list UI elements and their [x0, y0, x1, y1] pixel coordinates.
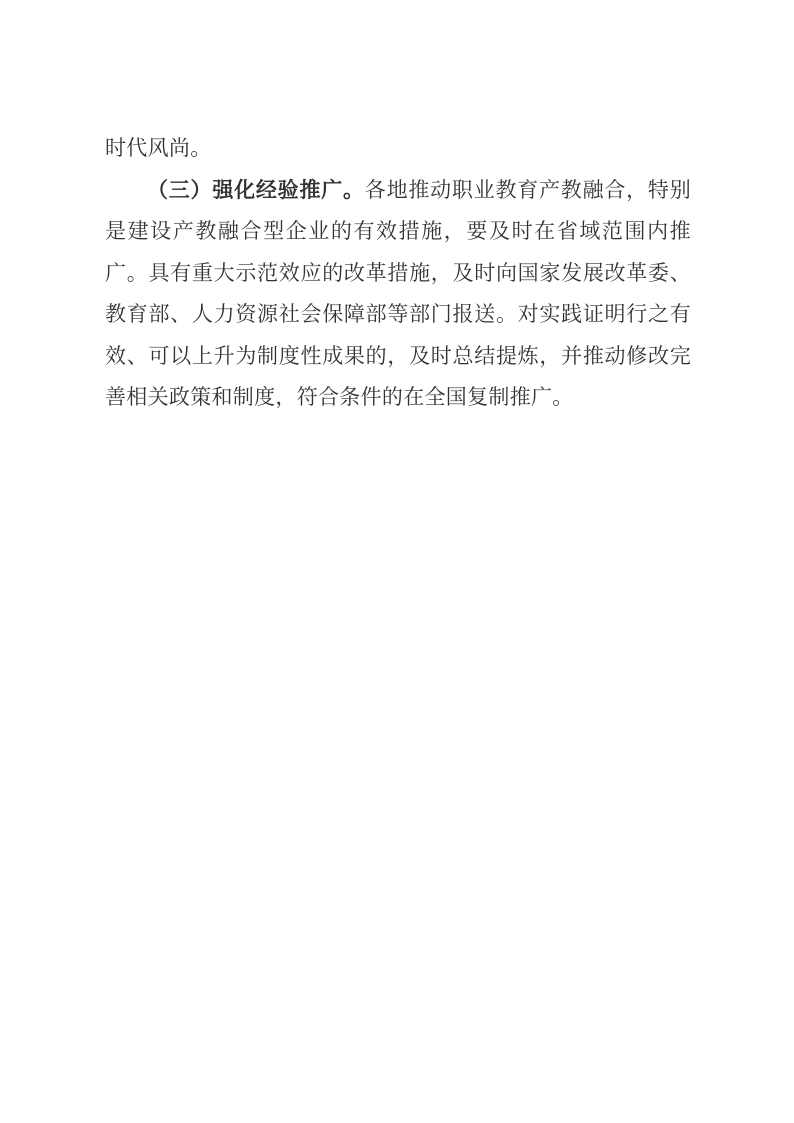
paragraph-text-run: 各地推动职业教育产教融合，特别是建设产教融合型企业的有效措施，要及时在省域范围内推广。具有重大示范效应的改革措施，及时向国家发展改革委、教育部、人力资源社会保障部等部门报送。对实践证明行之有效、可以上升为制度性成果的，及时总结提炼，并推动修改完善相关政策和制度，符合条件的在全国复制推广。: [105, 177, 692, 409]
paragraph: [105, 128, 691, 170]
document-body: [105, 128, 691, 419]
paragraph-text-run: 时代风尚。: [105, 136, 212, 160]
paragraph-emphasis-run: （三）强化经验推广。: [147, 177, 365, 202]
paragraph: [105, 170, 691, 419]
